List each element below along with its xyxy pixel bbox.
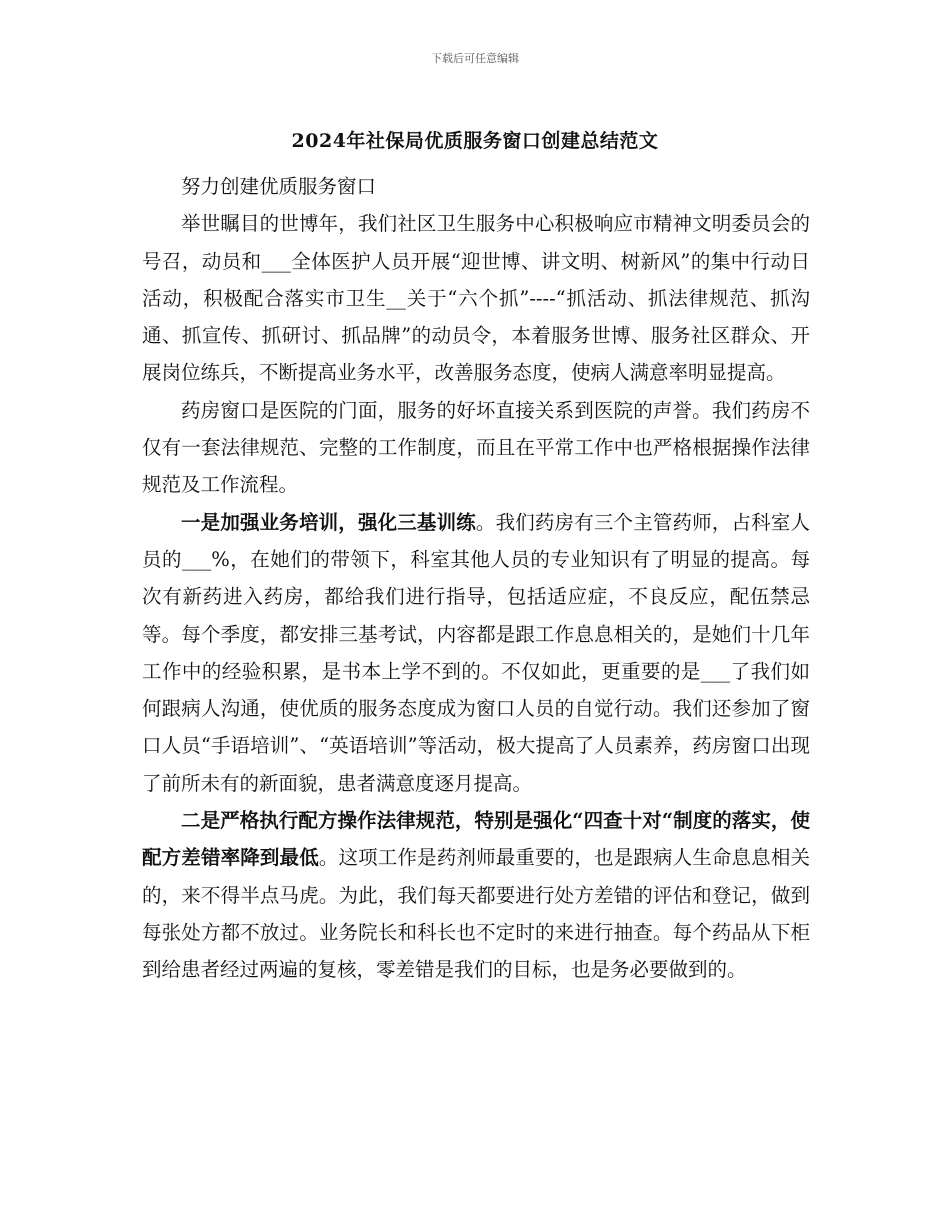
document-title: 2024年社保局优质服务窗口创建总结范文: [291, 130, 659, 152]
paragraph-4-heading: 二是严格执行配方操作法律规范，特别是强化“四查十对“制度的落实，使配方差错率降到最低: [142, 809, 810, 870]
paragraph-4: [142, 802, 810, 988]
page-header-note: 下载后可任意编辑: [431, 52, 519, 65]
paragraph-1: 举世瞩目的世博年，我们社区卫生服务中心积极响应市精神文明委员会的号召，动员和___全体医护人员开展“迎世博、讲文明、树新风”的集中行动日活动，积极配合落实市卫生__关于“六个抓”----“抓活动、抓法律规范、抓沟通、抓宣传、抓研讨、抓品牌”的动员令，本着服务世博、服务社区群众、开展岗位练兵，不断提高业务水平，改善服务态度，使病人满意率明显提高。: [142, 212, 810, 385]
document-subtitle: 努力创建优质服务窗口: [181, 175, 377, 198]
paragraph-2: 药房窗口是医院的门面，服务的好坏直接关系到医院的声誉。我们药房不仅有一套法律规范、完整的工作制度，而且在平常工作中也严格根据操作法律规范及工作流程。: [142, 398, 810, 497]
paragraph-4-text: 。这项工作是药剂师最重要的，也是跟病人生命息息相关的，来不得半点马虎。为此，我们每天都要进行处方差错的评估和登记，做到每张处方都不放过。业务院长和科长也不定时的来进行抽查。每个药品从下柜到给患者经过两遍的复核，零差错是我们的目标，也是务必要做到的。: [142, 846, 810, 982]
document-body: [142, 168, 810, 989]
paragraph-3-heading: 一是加强业务培训，强化三基训练: [181, 510, 476, 534]
paragraph-3-text: 。我们药房有三个主管药师，占科室人员的___%，在她们的带领下，科室其他人员的专业知识有了明显的提高。每次有新药进入药房，都给我们进行指导，包括适应症，不良反应，配伍禁忌等。每个季度，都安排三基考试，内容都是跟工作息息相关的，是她们十几年工作中的经验积累，是书本上学不到的。不仅如此，更重要的是___了我们如何跟病人沟通，使优质的服务态度成为窗口人员的自觉行动。我们还参加了窗口人员“手语培训”、“英语培训”等活动，极大提高了人员素养，药房窗口出现了前所未有的新面貌，患者满意度逐月提高。: [142, 510, 810, 795]
paragraph-3: [142, 504, 810, 802]
